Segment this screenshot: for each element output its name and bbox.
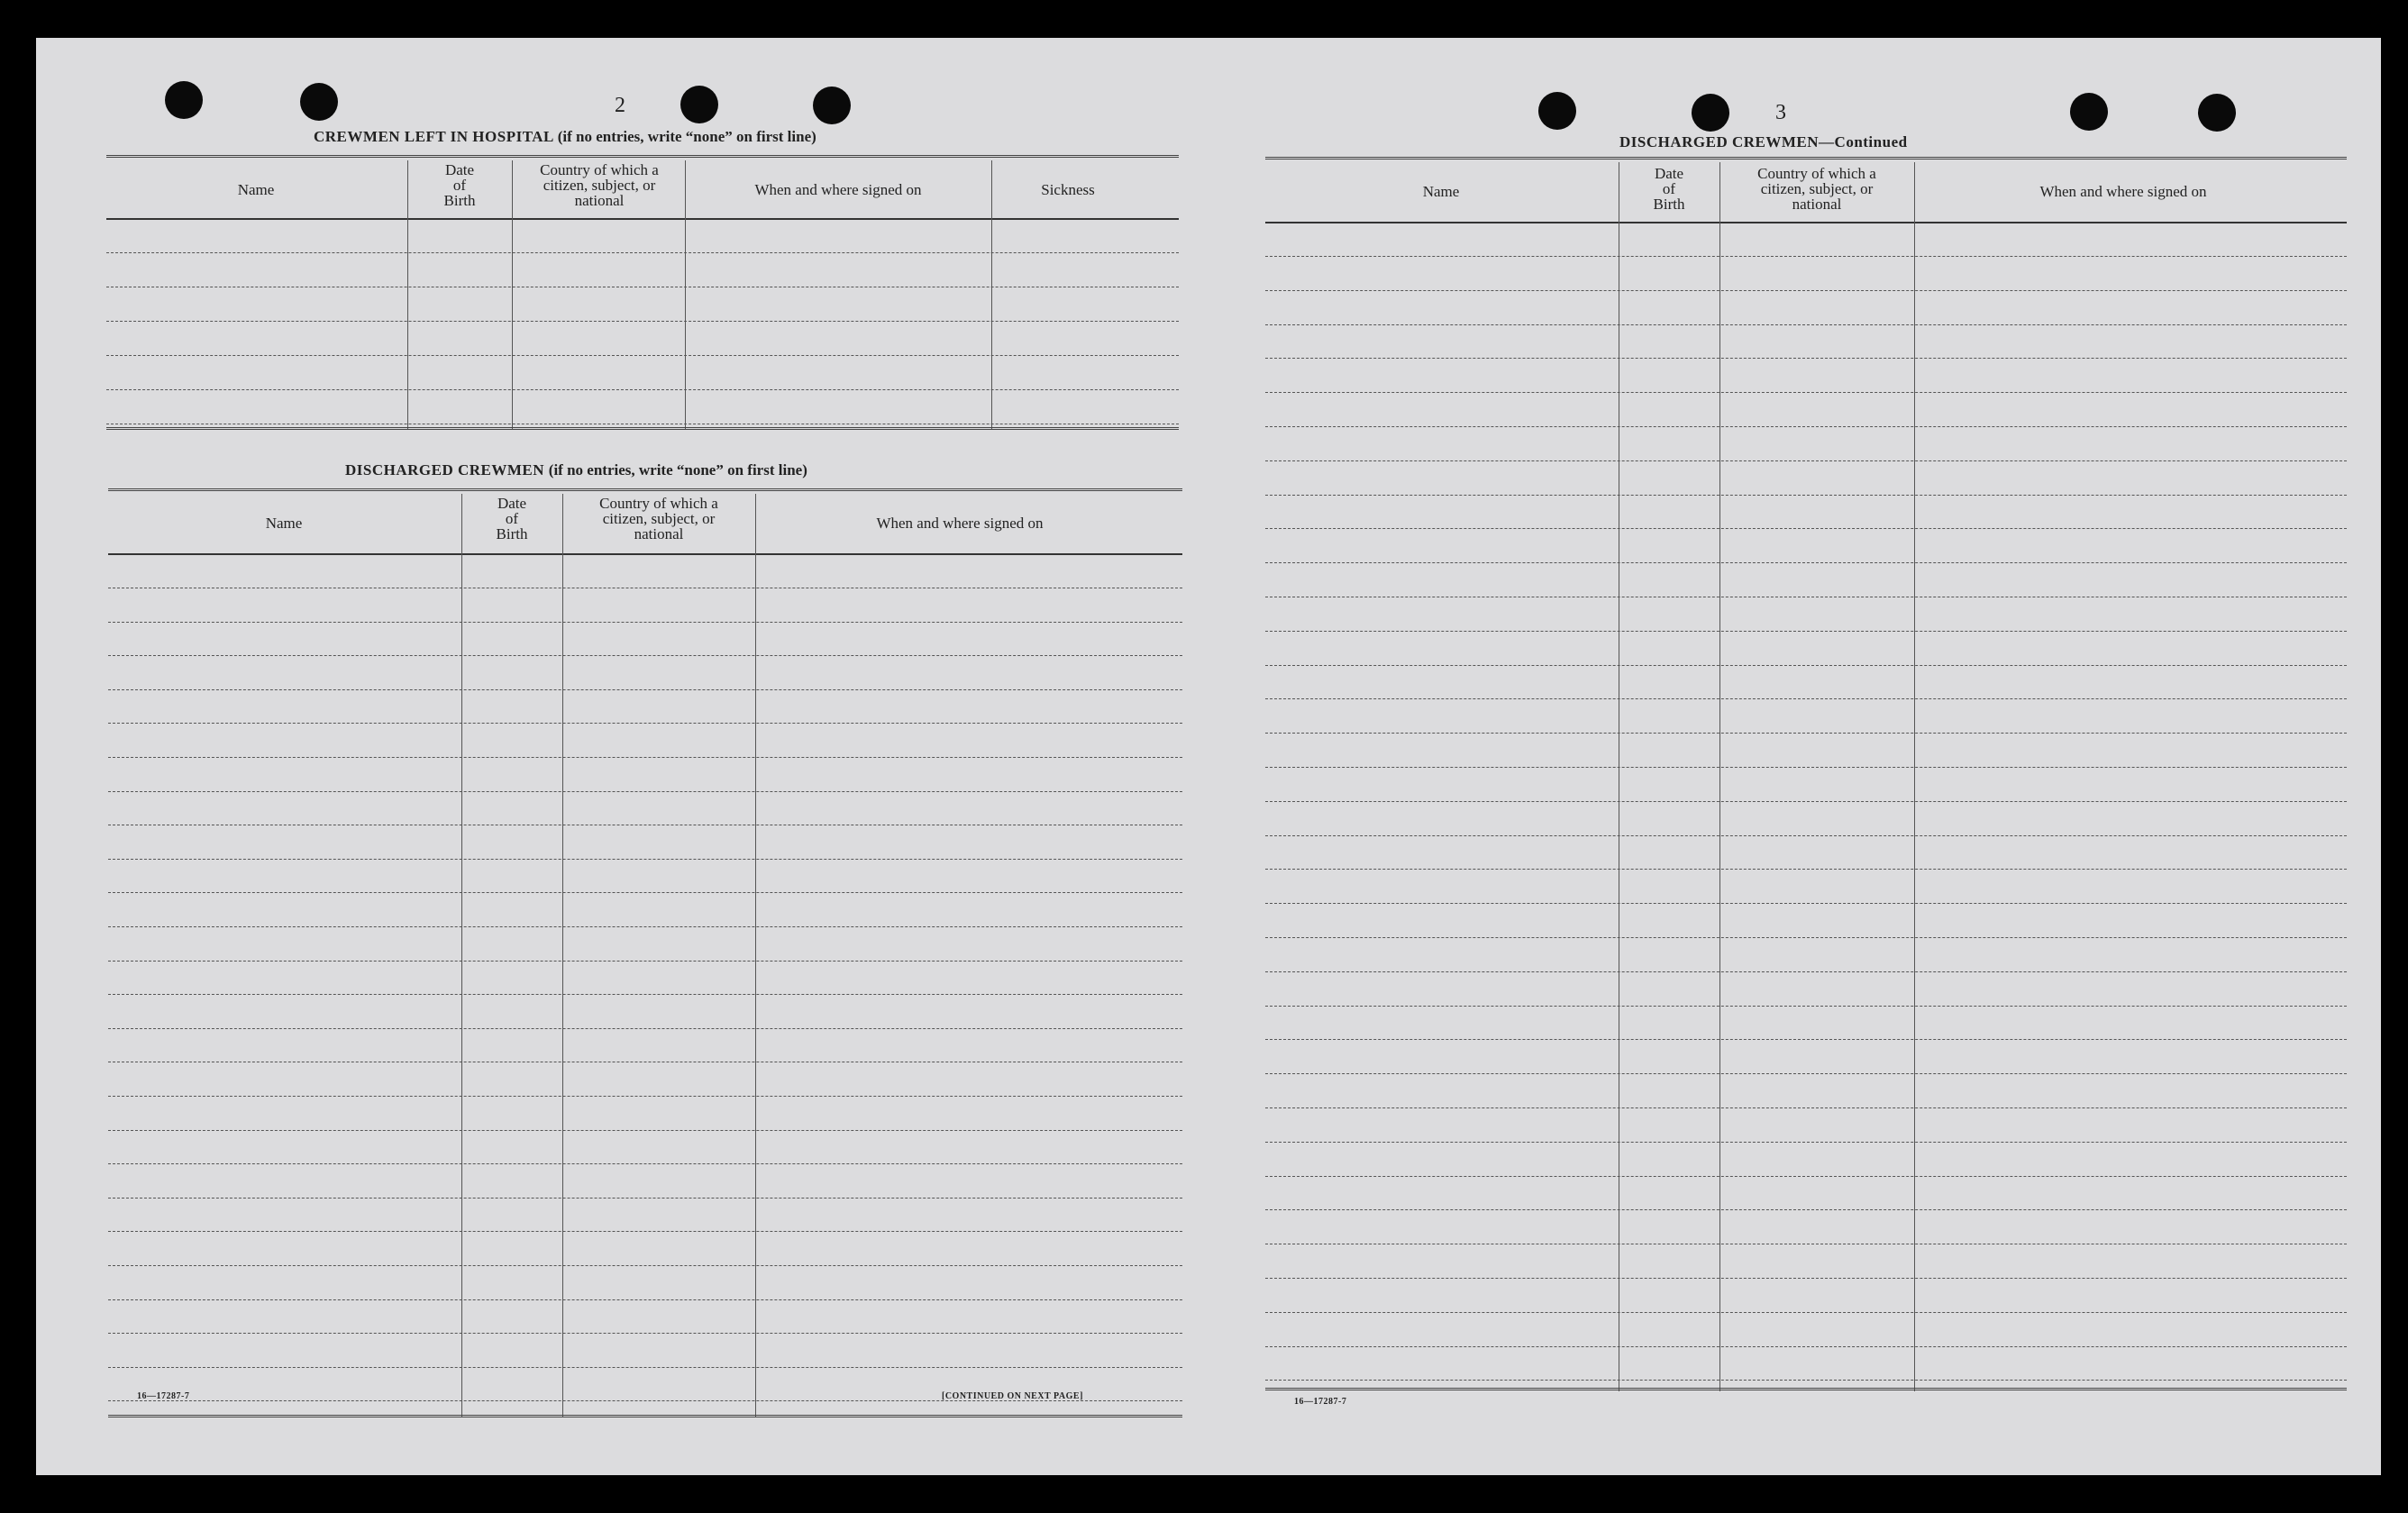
discharged-section-title <box>345 461 807 479</box>
row-line <box>108 1028 1182 1029</box>
row-line <box>1265 1209 2347 1210</box>
row-line <box>108 757 1182 758</box>
column-divider <box>461 494 462 1417</box>
row-line <box>1265 1278 2347 1279</box>
punch-hole <box>813 87 851 124</box>
row-line <box>1265 1073 2347 1074</box>
row-line <box>1265 1380 2347 1381</box>
row-line <box>1265 1039 2347 1040</box>
continued-note: [CONTINUED ON NEXT PAGE] <box>942 1391 1083 1401</box>
row-line <box>1265 392 2347 393</box>
hospital-section-title <box>314 128 816 146</box>
discharged-title-text: DISCHARGED CREWMEN <box>345 461 545 479</box>
column-header-date-of-birth: Date of Birth <box>1653 165 1685 213</box>
form-number-left: 16—17287-7 <box>137 1391 190 1401</box>
row-line <box>1265 835 2347 836</box>
page-number-left: 2 <box>615 94 625 117</box>
row-line <box>1265 767 2347 768</box>
row-line <box>108 1231 1182 1232</box>
column-divider <box>407 160 408 429</box>
column-header-date-of-birth: Date of Birth <box>496 495 528 542</box>
row-line <box>1265 1006 2347 1007</box>
row-line <box>1265 290 2347 291</box>
column-header-country: Country of which a citizen, subject, or national <box>1757 165 1876 213</box>
column-header-name: Name <box>265 515 303 532</box>
punch-hole <box>1538 92 1576 130</box>
row-line <box>1265 869 2347 870</box>
row-line <box>108 961 1182 962</box>
row-line <box>108 892 1182 893</box>
discharged-continued-table <box>1265 157 2347 1436</box>
hospital-table <box>106 155 1179 476</box>
header-rule <box>108 553 1182 555</box>
row-line <box>108 1130 1182 1131</box>
row-line <box>108 1096 1182 1097</box>
column-divider <box>562 494 563 1417</box>
column-header-sickness: Sickness <box>1041 181 1095 198</box>
discharged-continued-title: DISCHARGED CREWMEN—Continued <box>1619 133 1908 150</box>
hospital-title-text: CREWMEN LEFT IN HOSPITAL <box>314 128 553 145</box>
table-bottom-rule <box>106 427 1179 430</box>
table-top-rule <box>108 488 1182 494</box>
row-line <box>1265 971 2347 972</box>
punch-hole <box>1692 94 1729 132</box>
row-line <box>1265 495 2347 496</box>
row-line <box>108 926 1182 927</box>
row-line <box>108 1163 1182 1164</box>
row-line <box>1265 562 2347 563</box>
column-divider <box>512 160 513 429</box>
column-divider <box>755 494 756 1417</box>
row-line <box>106 355 1179 356</box>
column-header-country: Country of which a citizen, subject, or national <box>540 161 659 209</box>
row-line <box>1265 460 2347 461</box>
row-line <box>108 859 1182 860</box>
column-divider <box>1914 162 1915 1391</box>
hospital-instruction: (if no entries, write “none” on first line) <box>557 128 816 145</box>
column-divider <box>991 160 992 429</box>
punch-hole <box>300 83 338 121</box>
column-header-name: Name <box>237 181 275 198</box>
table-top-rule <box>106 155 1179 160</box>
row-line <box>1265 903 2347 904</box>
table-bottom-rule <box>108 1415 1182 1417</box>
table-bottom-rule <box>1265 1388 2347 1390</box>
punch-hole <box>2070 93 2108 131</box>
column-header-signed-on: When and where signed on <box>876 515 1044 532</box>
row-line <box>108 1299 1182 1300</box>
column-header-name: Name <box>1422 183 1460 200</box>
row-line <box>106 321 1179 322</box>
header-rule <box>1265 222 2347 223</box>
table-top-rule <box>1265 157 2347 162</box>
page-number-right: 3 <box>1775 101 1786 124</box>
row-line <box>108 689 1182 690</box>
row-line <box>1265 665 2347 666</box>
row-line <box>1265 801 2347 802</box>
row-line <box>1265 1176 2347 1177</box>
row-line <box>108 1367 1182 1368</box>
row-line <box>1265 324 2347 325</box>
row-line <box>1265 631 2347 632</box>
punch-hole <box>680 86 718 123</box>
row-line <box>108 1198 1182 1199</box>
punch-hole <box>165 81 203 119</box>
row-line <box>1265 256 2347 257</box>
row-line <box>108 1265 1182 1266</box>
column-header-country: Country of which a citizen, subject, or national <box>599 495 718 542</box>
row-line <box>1265 426 2347 427</box>
discharged-instruction: (if no entries, write “none” on first line) <box>548 461 807 479</box>
row-line <box>1265 528 2347 529</box>
row-line <box>108 1333 1182 1334</box>
row-line <box>108 655 1182 656</box>
column-header-date-of-birth: Date of Birth <box>443 161 476 209</box>
row-line <box>1265 698 2347 699</box>
row-line <box>1265 358 2347 359</box>
row-line <box>106 389 1179 390</box>
row-line <box>106 252 1179 253</box>
column-divider <box>1719 162 1720 1391</box>
column-header-signed-on: When and where signed on <box>754 181 922 198</box>
row-line <box>108 791 1182 792</box>
row-line <box>1265 733 2347 734</box>
row-line <box>1265 1142 2347 1143</box>
header-rule <box>106 218 1179 220</box>
row-line <box>108 622 1182 623</box>
column-divider <box>685 160 686 429</box>
form-number-right: 16—17287-7 <box>1294 1397 1347 1407</box>
discharged-table <box>108 488 1182 1453</box>
row-line <box>1265 1312 2347 1313</box>
column-header-signed-on: When and where signed on <box>2039 183 2207 200</box>
row-line <box>108 723 1182 724</box>
row-line <box>108 994 1182 995</box>
punch-hole <box>2198 94 2236 132</box>
form-sheet <box>36 38 2381 1475</box>
row-line <box>1265 1107 2347 1108</box>
row-line <box>1265 1346 2347 1347</box>
row-line <box>1265 937 2347 938</box>
